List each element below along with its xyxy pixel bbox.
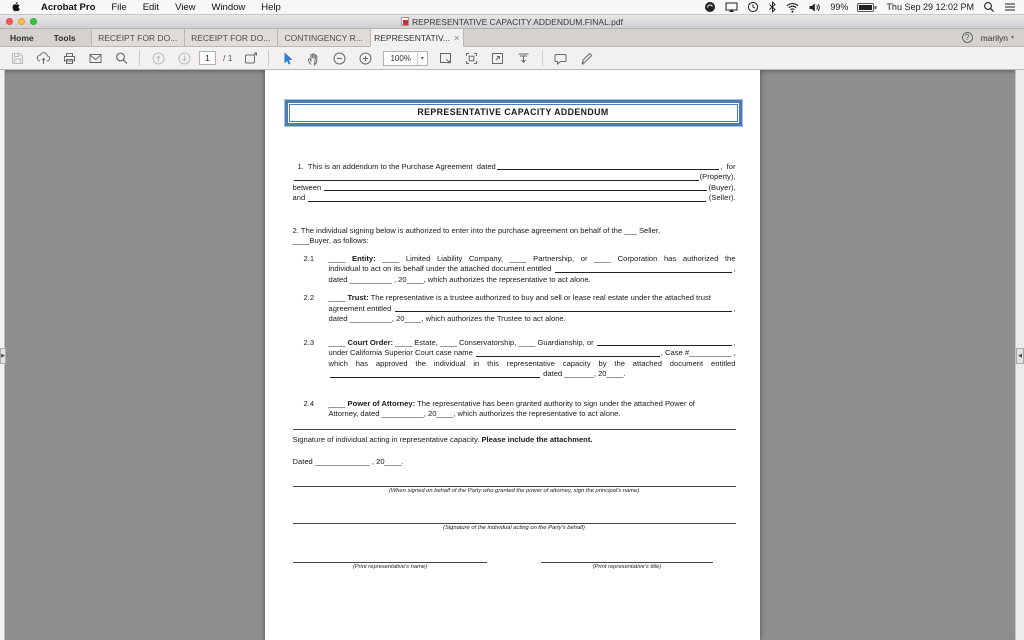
notification-center-icon[interactable] [1004,2,1016,12]
item-2-4: 2.4 ____ Power of Attorney: The representative has been granted authority to sign under the attached Power of Attorney, dated __________, 20____, which authorizes the representative to act alone. [303,398,695,418]
next-page-button[interactable] [173,49,195,68]
paragraph-2: 2. The individual signing below is authorized to enter into the purchase agreement on behalf of the ___ Seller, ____Buyer, as follows: [292,225,661,245]
form-title-box [284,99,743,127]
window-title-text: REPRESENTATIVE CAPACITY ADDENDUM.FINAL.pdf [412,16,623,27]
right-panel-collapse-handle[interactable]: ◀ [1016,348,1024,364]
page-number-input[interactable] [199,51,216,65]
menubar-clock[interactable]: Thu Sep 29 12:02 PM [886,2,974,12]
left-panel-collapse-handle[interactable]: ▶ [0,348,6,364]
zoom-level-select[interactable] [383,51,427,66]
macos-menu-bar [0,0,1024,15]
bluetooth-icon[interactable] [768,1,777,13]
tab-bar [0,29,1024,47]
blank-line [294,172,699,181]
menu-window[interactable]: Window [211,1,246,13]
user-name: marilyn [980,32,1008,43]
doc-tab-representative-active[interactable]: REPRESENTATIV... × [370,29,464,47]
volume-icon[interactable] [808,2,821,13]
airplay-display-icon[interactable] [725,1,738,13]
menu-view[interactable]: View [175,1,196,13]
item-2-2: 2.2 ____ Trust: The representative is a trustee authorized to buy and sell or lease real estate under the attached trust agreement entitled , dated __________, 20____, which authorizes the Trustee to act alone. [303,293,736,323]
signature-instruction: Signature of individual acting in representative capacity. Please include the attachment. [292,434,593,444]
doc-tab-receipt-1[interactable]: RECEIPT FOR DO... [91,29,185,46]
pdf-page [265,70,760,640]
acrobat-toolbar [0,47,1024,70]
document-viewport [0,70,1024,640]
menu-file[interactable]: File [111,1,127,13]
fit-page-button[interactable] [461,49,483,68]
search-icon[interactable] [110,49,132,68]
tab-tools[interactable]: Tools [53,32,76,43]
chevron-down-icon: ▾ [417,52,427,65]
menu-edit[interactable]: Edit [142,1,160,13]
scrolling-mode-button[interactable] [513,49,535,68]
previous-view-button[interactable] [239,49,261,68]
window-title-bar[interactable] [0,15,1024,29]
menu-help[interactable]: Help [261,1,281,13]
signature-caption-principal: (When signed on behalf of the Party who granted the power of attorney, sign the principal's name) [388,487,640,494]
fit-width-button[interactable] [487,49,509,68]
print-button[interactable] [58,49,80,68]
doc-tab-contingency[interactable]: CONTINGENCY R... [277,29,371,46]
select-tool-button[interactable] [276,49,298,68]
blank-line [324,183,707,192]
item-2-3: 2.3 ____ Court Order: ____ Estate, ____ Conservatorship, ____ Guardianship, or , under California Superior Court case name , Case #__________ , which has approved the individual in this representative capacity by the attached document entitled dated _______, 20____. [303,337,736,378]
chevron-down-icon: ▾ [1010,35,1014,41]
pdf-file-icon [401,17,409,26]
apple-menu-icon[interactable] [12,1,23,13]
item-2-1: 2.1 ____ Entity: ____ Limited Liability Company, ____ Partnership, or ____ Corporation has authorized the individual to act on its behalf under the attached document entitled , dated __________ , 20____, which authorizes the representative to act alone. [303,253,736,284]
window-title [0,17,1024,27]
dated-line: Dated _____________ , 20____. [292,457,404,466]
hand-tool-button[interactable] [302,49,324,68]
previous-page-button[interactable] [147,49,169,68]
blank-line [597,338,733,347]
share-button[interactable] [32,49,54,68]
blank-line [395,304,733,313]
zoom-page-button[interactable] [435,49,457,68]
comment-button[interactable] [550,49,572,68]
highlight-pen-button[interactable] [576,49,598,68]
menu-status-area [704,1,1016,13]
menu-app-name[interactable]: Acrobat Pro [41,1,96,13]
paragraph-1: 1. This is an addendum to the Purchase Agreement dated , for (Property), between (Buyer), and (Seller). [292,161,736,202]
wifi-icon[interactable] [786,2,799,13]
blank-line [476,348,660,357]
save-button[interactable] [6,49,28,68]
email-button[interactable] [84,49,106,68]
zoom-in-button[interactable] [354,49,376,68]
print-name-caption: (Print representative's name) [352,563,428,570]
doc-tab-receipt-2[interactable]: RECEIPT FOR DO... [184,29,278,46]
close-tab-icon[interactable]: × [453,32,460,43]
blank-line [555,264,733,273]
form-title: REPRESENTATIVE CAPACITY ADDENDUM [289,104,738,122]
battery-icon[interactable] [857,2,877,13]
tab-home[interactable]: Home [10,32,34,43]
blank-line [497,162,720,171]
zoom-level-value: 100% [390,53,411,63]
help-icon[interactable]: ? [962,32,973,43]
section-divider [293,429,736,430]
zoom-out-button[interactable] [328,49,350,68]
blank-line [308,193,706,202]
print-title-caption: (Print representative's title) [592,563,662,570]
user-menu[interactable] [981,33,1014,43]
battery-percent: 99% [830,2,849,12]
signature-caption-representative: (Signature of the individual acting on the Party's behalf) [443,524,585,531]
menubar-app-icon[interactable] [704,1,716,13]
blank-line [330,369,541,378]
page-total-label: / 1 [223,53,233,63]
print-name-title-row [293,562,736,571]
time-machine-icon[interactable] [747,1,759,13]
spotlight-icon[interactable] [983,1,995,13]
